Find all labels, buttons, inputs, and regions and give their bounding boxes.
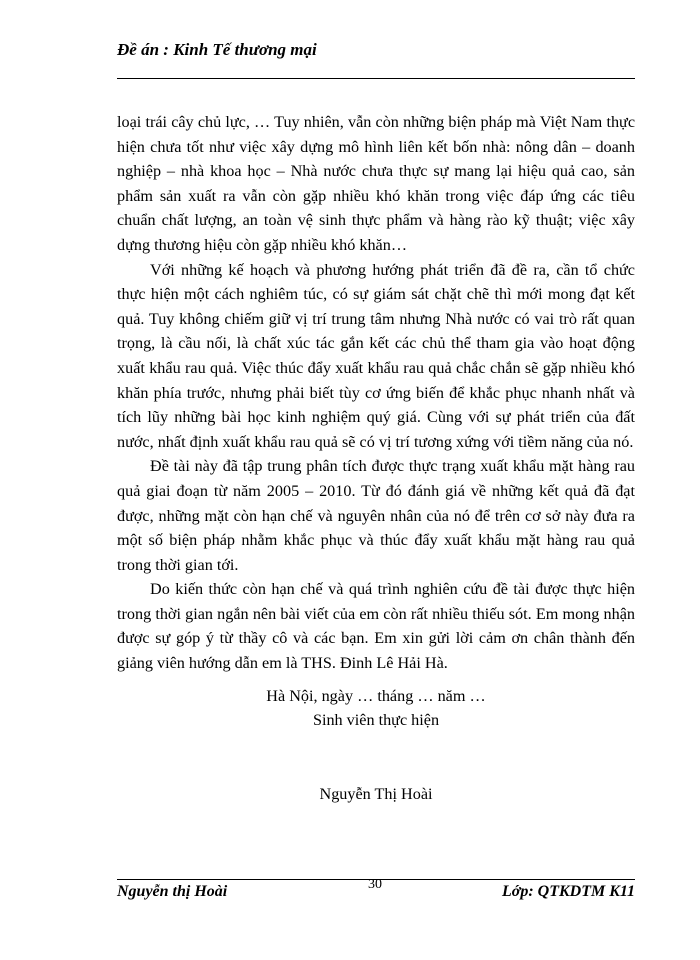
signature-role: Sinh viên thực hiện [312,711,440,729]
paragraph-continuation: loại trái cây chủ lực, … Tuy nhiên, vẫn còn những biện pháp mà Việt Nam thực hiện chưa tốt như việc xây dựng mô hình liên kết bốn nhà: nông dân – doanh nghiệp – nhà khoa học – Nhà nước chưa thực sự mang lại hiệu quả cao, sản phẩm sản xuất ra vẫn còn gặp nhiều khó khăn trong việc đáp ứng các tiêu chuẩn chất lượng, an toàn vệ sinh thực phẩm và hàng rào kỹ thuật; việc xây dựng thương hiệu còn gặp nhiều khó khăn… [117,113,635,254]
document-body [117,110,635,676]
paragraph-plans: Với những kế hoạch và phương hướng phát triển đã đề ra, cần tổ chức thực hiện một cách nghiêm túc, có sự giám sát chặt chẽ thì mới mong đạt kết quả. Tuy không chiếm giữ vị trí trung tâm nhưng Nhà nước có vai trò rất quan trọng, là cầu nối, là chất xúc tác gắn kết các chủ thể tham gia vào hoạt động xuất khẩu rau quả. Việc thúc đẩy xuất khẩu rau quả chắc chắn sẽ gặp nhiều khó khăn phía trước, nhưng phải biết tùy cơ ứng biến để khắc phục nhanh nhất và tích lũy những bài học kinh nghiệm quý giá. Cùng với sự phát triển của đất nước, nhất định xuất khẩu rau quả sẽ có vị trí tương xứng với tiềm năng của nó. [117,260,635,451]
header-divider [117,78,635,79]
signature-name: Nguyễn Thị Hoài [319,785,433,803]
paragraph-acknowledgement: Do kiến thức còn hạn chế và quá trình nghiên cứu đề tài được thực hiện trong thời gian ngắn nên bài viết của em còn rất nhiều thiếu sót. Em mong nhận được sự góp ý từ thầy cô và các bạn. Em xin gửi lời cảm ơn chân thành đến giảng viên hướng dẫn em là THS. Đinh Lê Hải Hà. [117,580,635,673]
footer-author: Nguyễn thị Hoài [117,883,228,900]
signature-place-date: Hà Nội, ngày … tháng … năm … [266,687,486,705]
footer-class: Lớp: QTKDTM K11 [501,883,635,900]
page-number: 30 [368,877,382,892]
paragraph-topic-summary: Đề tài này đã tập trung phân tích được thực trạng xuất khẩu mặt hàng rau quả giai đoạn từ năm 2005 – 2010. Từ đó đánh giá về những kết quả đã đạt được, những mặt còn hạn chế và nguyên nhân của nó để trên cơ sở này đưa ra một số biện pháp nhằm khắc phục và thúc đẩy xuất khẩu mặt hàng rau quả trong thời gian tới. [117,457,635,574]
header-title: Đề án : Kinh Tế thương mại [117,40,317,59]
